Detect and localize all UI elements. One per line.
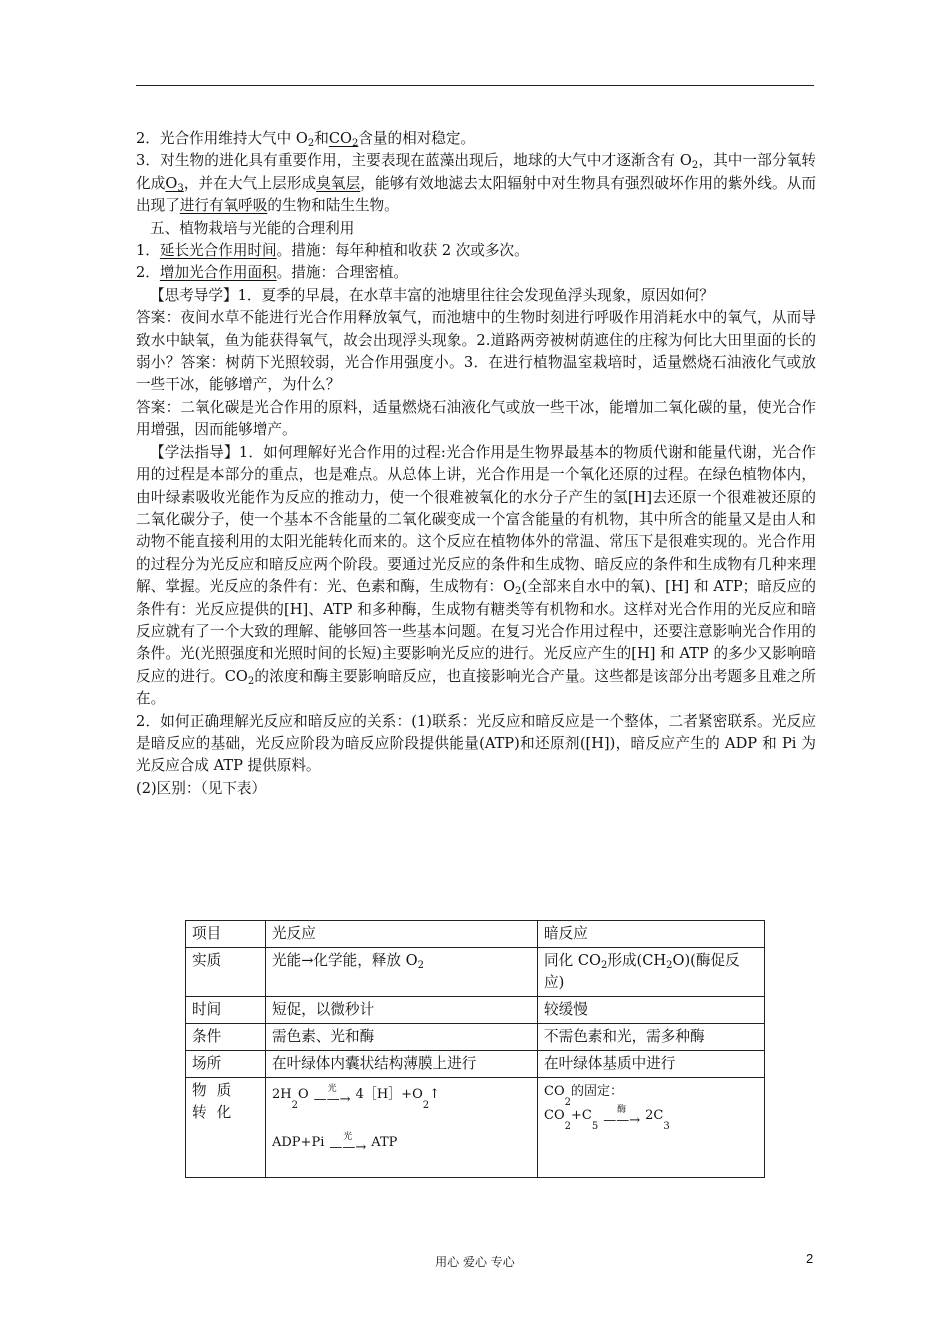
table-cell: 暗反应	[538, 921, 765, 948]
table-row	[186, 1078, 765, 1178]
measure-item-2: 2．增加光合作用面积。措施：合理密植。	[136, 264, 409, 282]
table-cell: 实质	[186, 948, 266, 997]
table-row	[186, 948, 765, 997]
think-answer-3: 答案：二氧化碳是光合作用的原料，适量燃烧石油液化气或放一些干冰，能增加二氧化碳的量，使光合作用增强，因而能够增产。	[136, 398, 816, 439]
comparison-table	[185, 920, 765, 1178]
difference-line: (2)区别：（见下表）	[136, 779, 267, 797]
section-heading: 五、植物栽培与光能的合理利用	[150, 219, 355, 237]
page-body	[136, 128, 816, 800]
method-paragraph: 【学法指导】1．如何理解好光合作用的过程:光合作用是生物界最基本的物质代谢和能量代谢，光合作用的过程是本部分的重点，也是难点。从总体上讲，光合作用是一个氧化还原的过程。在绿色植物体内，由叶绿素吸收光能作为反应的推动力，使一个很难被氧化的水分子产生的氢[H]去还原一个很难被还原的二氧化碳分子，使一个基本不含能量的二氧化碳变成一个富含能量的有机物，其中所含的能量又是由人和动物不能直接利用的太阳光能转化而来的。这个反应在植物体外的常温、常压下是很难实现的。光合作用的过程分为光反应和暗反应两个阶段。要通过光反应的条件和生成物、暗反应的条件和生成物有几种来理解、掌握。光反应的条件有：光、色素和酶，生成物有：$O_2$(全部来自水中的氧)、[H] 和 ATP；暗反应的条件有：光反应提供的[H]、ATP 和多种酶，生成物有糖类等有机物和水。这样对光合作用的光反应和暗反应就有了一个大致的理解、能够回答一些基本问题。在复习光合作用过程中，还要注意影响光合作用的条件。光(光照强度和光照时间的长短)主要影响光反应的进行。光反应产生的[H] 和 ATP 的多少又影响暗反应的进行。$CO_2$的浓度和酶主要影响暗反应，也直接影响光合产量。这些都是该部分出考题多且难之所在。	[136, 443, 817, 708]
table-cell: 在叶绿体内囊状结构薄膜上进行	[266, 1051, 538, 1078]
table-cell: 短促，以微秒计	[266, 997, 538, 1024]
atp-synthesis-equation: ADP+Pi 光 ——→ ATP	[272, 1132, 398, 1155]
paragraph-atmosphere: 2．光合作用维持大气中 $O_2$和$CO_2$含量的相对稳定。	[136, 130, 476, 149]
paragraph-evolution: 3．对生物的进化具有重要作用，主要表现在蓝藻出现后，地球的大气中才逐渐含有 $O_2$，其中一部分氧转化成$O_3$，并在大气上层形成臭氧层，能够有效地滤去太阳辐射中对生物具有强烈破坏作用的紫外线。从而出现了进行有氧呼吸的生物和陆生生物。	[136, 152, 816, 215]
measure-item-1: 1．延长光合作用时间。措施：每年种植和收获 2 次或多次。	[136, 242, 529, 260]
table-cell: 条件	[186, 1024, 266, 1051]
co2-fixation-title: CO 2 的固定：	[544, 1084, 623, 1108]
relation-paragraph: 2．如何正确理解光反应和暗反应的关系：(1)联系：光反应和暗反应是一个整体，二者紧密联系。光反应是暗反应的基础，光反应阶段为暗反应阶段提供能量(ATP)和还原剂([H])，暗反应产生的 ADP 和 Pi 为光反应合成 ATP 提供原料。	[136, 712, 816, 775]
co2-term: $CO_2$	[328, 130, 359, 149]
table-cell: 较缓慢	[538, 997, 765, 1024]
page-number: 2	[806, 1251, 814, 1266]
table-cell: 同化 $CO_2$形成$(CH_2O)$(酶促反应)	[538, 948, 765, 997]
table-cell: 不需色素和光，需多种酶	[538, 1024, 765, 1051]
think-question: 【思考导学】1．夏季的早晨，在水草丰富的池塘里往往会发现鱼浮头现象，原因如何？	[150, 286, 714, 304]
think-answer: 答案：夜间水草不能进行光合作用释放氧气，而池塘中的生物时刻进行呼吸作用消耗水中的氧气，从而导致水中缺氧，鱼为能获得氧气，故会出现浮头现象。2.道路两旁被树荫遮住的庄稼为何比大田里面的长的弱小？答案：树荫下光照较弱，光合作用强度小。3．在进行植物温室栽培时，适量燃烧石油液化气或放一些干冰，能够增产，为什么？	[136, 309, 816, 394]
page-footer: 用心 爱心 专心	[435, 1255, 515, 1269]
table-cell: 物质转化	[186, 1078, 266, 1178]
table-row	[186, 1051, 765, 1078]
aerobic-term: 进行有氧呼吸	[179, 197, 268, 215]
table-cell: 场所	[186, 1051, 266, 1078]
table-cell: 时间	[186, 997, 266, 1024]
header-rule	[136, 85, 814, 86]
table-cell: 光能→化学能，释放 $O_2$	[266, 948, 538, 997]
water-splitting-equation: 2H 2 O 光 ——→ 4［H］+O 2 ↑	[272, 1084, 441, 1111]
co2-fixation-equation: CO 2 +C 5 酶 ——→ 2C 3	[544, 1105, 670, 1132]
ozone-term: 臭氧层	[316, 174, 361, 192]
o3-term: $O_3$	[165, 174, 184, 194]
table-cell: 需色素、光和酶	[266, 1024, 538, 1051]
table-cell: 光反应	[266, 921, 538, 948]
table-cell: 在叶绿体基质中进行	[538, 1051, 765, 1078]
table-header-row	[186, 921, 765, 948]
table-cell: 项目	[186, 921, 266, 948]
table-cell	[538, 1078, 765, 1178]
table-row	[186, 997, 765, 1024]
table-cell	[266, 1078, 538, 1178]
table-row	[186, 1024, 765, 1051]
